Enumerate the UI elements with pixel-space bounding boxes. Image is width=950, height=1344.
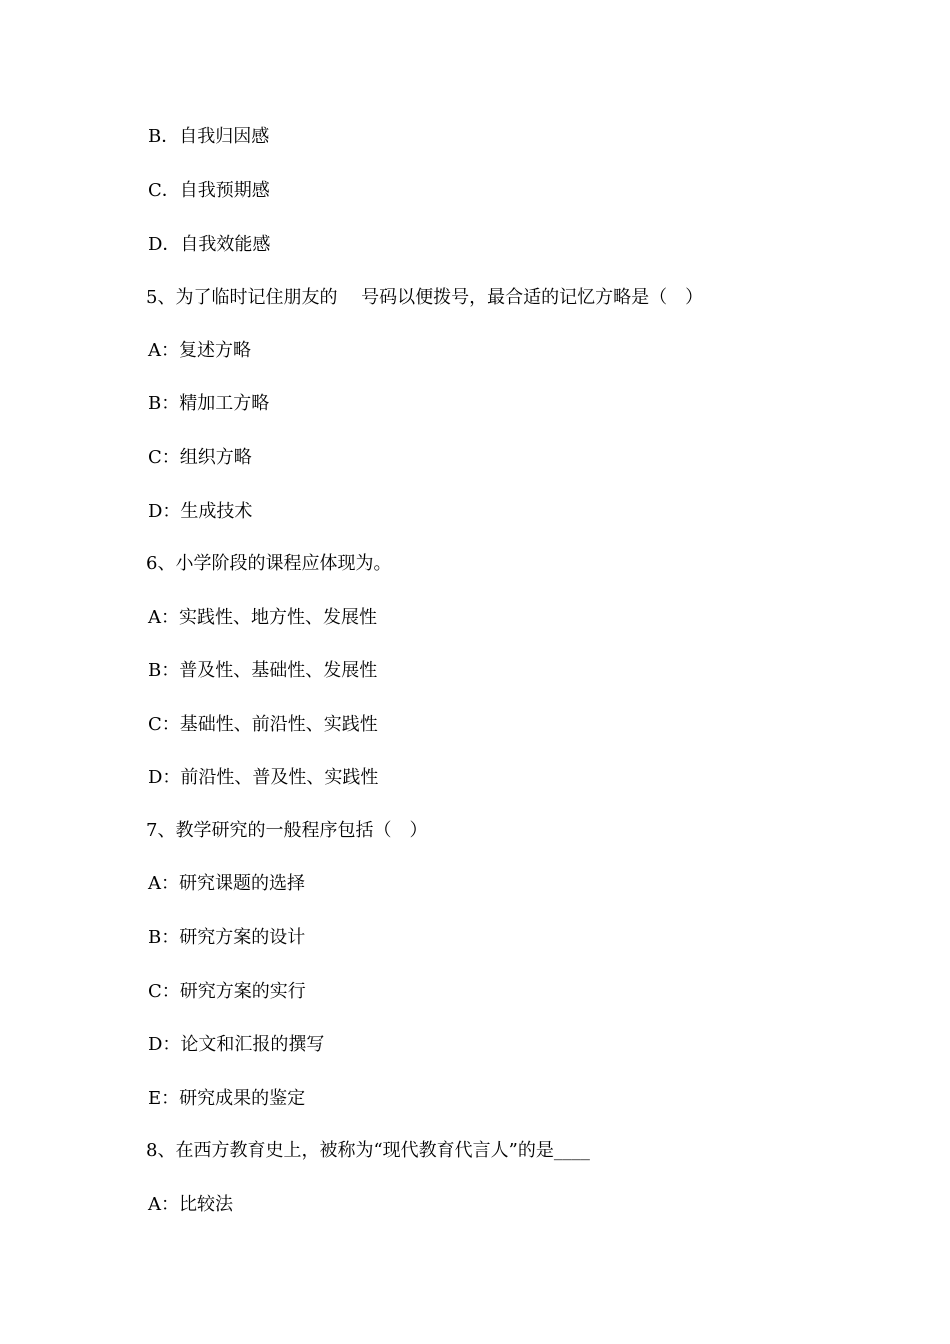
option-7e: E：研究成果的鉴定 (148, 1088, 306, 1109)
option-6d: D：前沿性、普及性、实践性 (148, 767, 379, 788)
option-4c: C．自我预期感 (148, 180, 270, 201)
option-7a: A：研究课题的选择 (148, 873, 305, 894)
option-6c: C：基础性、前沿性、实践性 (148, 714, 378, 735)
option-6b: B：普及性、基础性、发展性 (148, 660, 378, 681)
option-5d: D：生成技术 (148, 501, 253, 522)
option-7b: B：研究方案的设计 (148, 927, 306, 948)
option-5b: B：精加工方略 (148, 393, 270, 414)
option-8a: A：比较法 (148, 1194, 233, 1215)
question-7: 7、教学研究的一般程序包括（ ） (146, 820, 428, 841)
option-7c: C：研究方案的实行 (148, 981, 306, 1002)
option-5a: A：复述方略 (148, 340, 251, 361)
question-5: 5、为了临时记住朋友的 号码以便拨号，最合适的记忆方略是（ ） (146, 287, 704, 308)
option-5c: C：组织方略 (148, 447, 252, 468)
option-4b: B．自我归因感 (148, 126, 270, 147)
option-6a: A：实践性、地方性、发展性 (148, 607, 377, 628)
option-4d: D．自我效能感 (148, 234, 271, 255)
question-6: 6、小学阶段的课程应体现为。 (146, 553, 392, 574)
option-7d: D：论文和汇报的撰写 (148, 1034, 325, 1055)
question-8: 8、在西方教育史上，被称为“现代教育代言人”的是____ (146, 1140, 590, 1161)
